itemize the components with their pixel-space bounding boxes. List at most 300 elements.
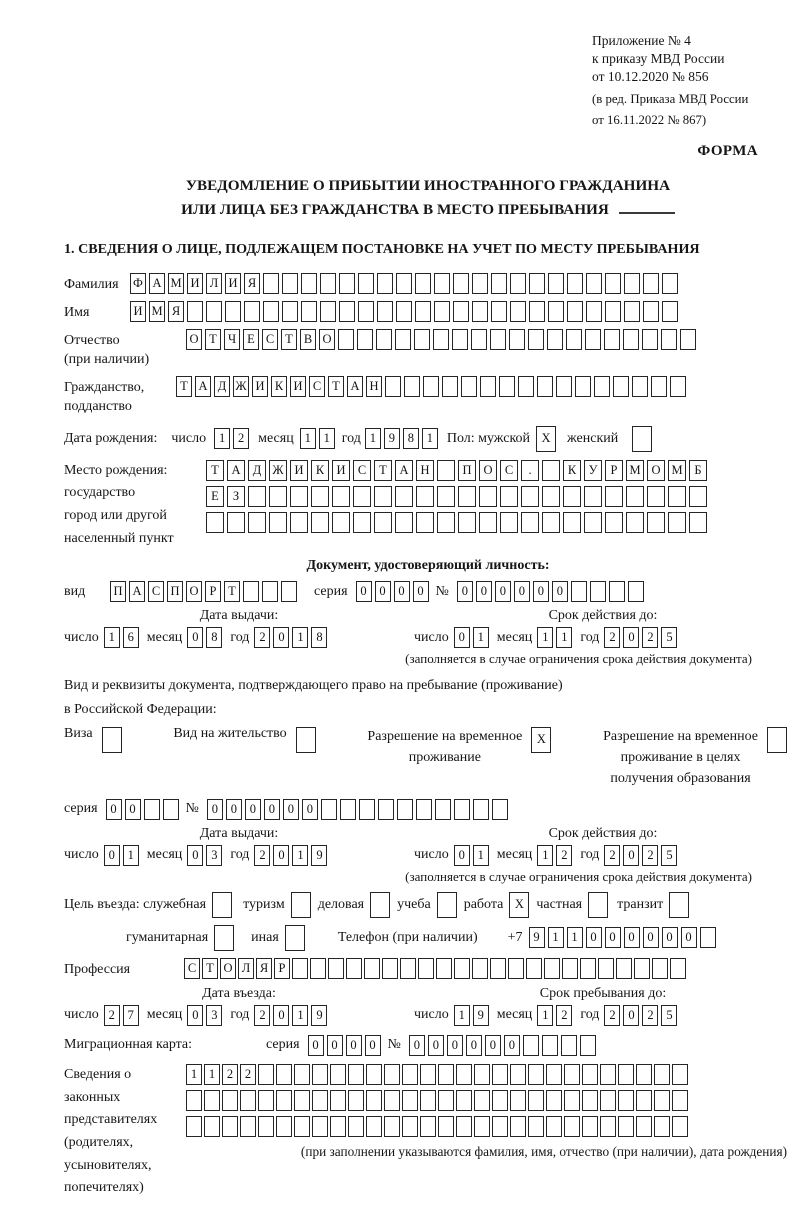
char-box[interactable]: 1 [123, 845, 139, 866]
char-box[interactable] [490, 329, 506, 350]
char-box[interactable] [605, 512, 623, 533]
char-box[interactable]: А [149, 273, 165, 294]
char-box[interactable]: 2 [642, 1005, 658, 1026]
char-box[interactable] [292, 958, 308, 979]
char-box[interactable]: 2 [254, 627, 270, 648]
char-box[interactable]: 0 [623, 1005, 639, 1026]
char-box[interactable]: 5 [661, 845, 677, 866]
char-box[interactable] [434, 273, 450, 294]
char-box[interactable]: З [227, 486, 245, 507]
char-box[interactable] [366, 1090, 382, 1111]
char-box[interactable] [562, 958, 578, 979]
char-box[interactable] [402, 1064, 418, 1085]
char-box[interactable] [243, 581, 259, 602]
char-box[interactable] [357, 329, 373, 350]
char-box[interactable]: 0 [533, 581, 549, 602]
char-box[interactable] [377, 273, 393, 294]
char-box[interactable] [474, 1064, 490, 1085]
char-box[interactable]: 2 [254, 1005, 270, 1026]
char-box[interactable]: 1 [292, 627, 308, 648]
char-box[interactable]: И [290, 376, 306, 397]
char-box[interactable] [662, 301, 678, 322]
char-box[interactable] [492, 799, 508, 820]
char-box[interactable] [542, 486, 560, 507]
char-box[interactable]: X [531, 727, 551, 753]
char-box[interactable] [474, 1090, 490, 1111]
char-box[interactable]: 1 [365, 428, 381, 449]
char-box[interactable]: С [184, 958, 200, 979]
char-box[interactable] [546, 1090, 562, 1111]
identity-number-boxes[interactable] [457, 581, 647, 602]
char-box[interactable]: И [187, 273, 203, 294]
identity-issue-year-boxes[interactable] [254, 627, 330, 648]
char-box[interactable]: Ф [130, 273, 146, 294]
temp-residence-edu-checkbox[interactable] [767, 727, 790, 753]
char-box[interactable]: Т [205, 329, 221, 350]
char-box[interactable]: 0 [207, 799, 223, 820]
patronymic-boxes[interactable] [186, 329, 699, 350]
char-box[interactable] [456, 1090, 472, 1111]
char-box[interactable]: 0 [273, 627, 289, 648]
char-box[interactable]: 2 [556, 845, 572, 866]
purpose-humanitarian-checkbox[interactable] [214, 925, 237, 951]
birth-year-boxes[interactable] [365, 428, 441, 449]
char-box[interactable] [563, 512, 581, 533]
char-box[interactable] [636, 1090, 652, 1111]
migration-series-boxes[interactable] [308, 1035, 384, 1056]
char-box[interactable] [370, 892, 390, 918]
char-box[interactable] [415, 273, 431, 294]
char-box[interactable] [348, 1090, 364, 1111]
char-box[interactable] [187, 301, 203, 322]
char-box[interactable]: 2 [642, 627, 658, 648]
char-box[interactable] [479, 512, 497, 533]
char-box[interactable]: С [353, 460, 371, 481]
char-box[interactable] [364, 958, 380, 979]
char-box[interactable] [567, 273, 583, 294]
char-box[interactable] [340, 799, 356, 820]
char-box[interactable] [618, 1090, 634, 1111]
char-box[interactable]: 7 [123, 1005, 139, 1026]
char-box[interactable] [669, 892, 689, 918]
char-box[interactable] [492, 1064, 508, 1085]
representatives-row-3[interactable] [186, 1116, 690, 1137]
char-box[interactable] [321, 799, 337, 820]
char-box[interactable] [415, 301, 431, 322]
char-box[interactable] [575, 376, 591, 397]
char-box[interactable]: К [563, 460, 581, 481]
char-box[interactable] [618, 1116, 634, 1137]
char-box[interactable] [689, 512, 707, 533]
char-box[interactable] [647, 486, 665, 507]
char-box[interactable]: 0 [623, 627, 639, 648]
char-box[interactable]: 9 [529, 927, 545, 948]
char-box[interactable] [248, 486, 266, 507]
char-box[interactable] [269, 486, 287, 507]
char-box[interactable] [240, 1116, 256, 1137]
char-box[interactable] [521, 512, 539, 533]
char-box[interactable]: 0 [409, 1035, 425, 1056]
char-box[interactable] [542, 1035, 558, 1056]
char-box[interactable] [414, 329, 430, 350]
char-box[interactable] [548, 273, 564, 294]
char-box[interactable]: 1 [567, 927, 583, 948]
char-box[interactable] [282, 301, 298, 322]
char-box[interactable] [654, 1064, 670, 1085]
char-box[interactable] [328, 958, 344, 979]
char-box[interactable] [643, 273, 659, 294]
residence-number-boxes[interactable] [207, 799, 511, 820]
char-box[interactable] [382, 958, 398, 979]
char-box[interactable] [600, 1090, 616, 1111]
char-box[interactable] [566, 329, 582, 350]
char-box[interactable] [518, 376, 534, 397]
char-box[interactable] [435, 799, 451, 820]
char-box[interactable]: 0 [514, 581, 530, 602]
char-box[interactable] [269, 512, 287, 533]
char-box[interactable] [689, 486, 707, 507]
char-box[interactable]: . [521, 460, 539, 481]
char-box[interactable] [206, 301, 222, 322]
char-box[interactable]: 1 [104, 627, 120, 648]
char-box[interactable] [358, 301, 374, 322]
char-box[interactable] [590, 581, 606, 602]
char-box[interactable]: О [220, 958, 236, 979]
char-box[interactable] [546, 1116, 562, 1137]
char-box[interactable] [258, 1064, 274, 1085]
char-box[interactable]: 0 [605, 927, 621, 948]
char-box[interactable] [662, 273, 678, 294]
phone-boxes[interactable] [529, 927, 719, 948]
residence-issue-year-boxes[interactable] [254, 845, 330, 866]
char-box[interactable] [586, 273, 602, 294]
char-box[interactable]: 0 [308, 1035, 324, 1056]
purpose-other-checkbox[interactable] [285, 925, 308, 951]
char-box[interactable] [404, 376, 420, 397]
char-box[interactable]: О [479, 460, 497, 481]
char-box[interactable] [248, 512, 266, 533]
char-box[interactable] [212, 892, 232, 918]
representatives-row-1[interactable] [186, 1064, 690, 1085]
char-box[interactable]: К [271, 376, 287, 397]
char-box[interactable]: 0 [495, 581, 511, 602]
identity-issue-day-boxes[interactable] [104, 627, 142, 648]
char-box[interactable] [528, 1090, 544, 1111]
char-box[interactable]: 1 [186, 1064, 202, 1085]
char-box[interactable] [471, 329, 487, 350]
char-box[interactable]: Я [256, 958, 272, 979]
char-box[interactable]: А [227, 460, 245, 481]
identity-valid-month-boxes[interactable] [537, 627, 575, 648]
char-box[interactable]: 1 [537, 1005, 553, 1026]
char-box[interactable] [281, 581, 297, 602]
entry-year-boxes[interactable] [254, 1005, 330, 1026]
char-box[interactable] [384, 1116, 400, 1137]
char-box[interactable]: А [195, 376, 211, 397]
temp-residence-checkbox[interactable] [531, 727, 554, 753]
char-box[interactable] [312, 1064, 328, 1085]
char-box[interactable] [548, 301, 564, 322]
char-box[interactable]: 1 [292, 1005, 308, 1026]
char-box[interactable] [561, 1035, 577, 1056]
char-box[interactable]: П [167, 581, 183, 602]
char-box[interactable] [598, 958, 614, 979]
char-box[interactable] [453, 273, 469, 294]
char-box[interactable] [670, 376, 686, 397]
char-box[interactable]: 0 [454, 627, 470, 648]
char-box[interactable]: Ч [224, 329, 240, 350]
char-box[interactable]: 0 [681, 927, 697, 948]
char-box[interactable] [624, 301, 640, 322]
residence-valid-day-boxes[interactable] [454, 845, 492, 866]
char-box[interactable] [632, 376, 648, 397]
char-box[interactable]: 0 [428, 1035, 444, 1056]
char-box[interactable]: 0 [485, 1035, 501, 1056]
char-box[interactable] [564, 1090, 580, 1111]
char-box[interactable] [377, 301, 393, 322]
char-box[interactable]: Р [605, 460, 623, 481]
char-box[interactable] [206, 512, 224, 533]
char-box[interactable]: 0 [623, 845, 639, 866]
char-box[interactable] [456, 1064, 472, 1085]
char-box[interactable] [436, 958, 452, 979]
purpose-official-checkbox[interactable] [212, 892, 235, 918]
char-box[interactable]: 9 [473, 1005, 489, 1026]
char-box[interactable] [668, 486, 686, 507]
char-box[interactable] [588, 892, 608, 918]
char-box[interactable]: 0 [327, 1035, 343, 1056]
char-box[interactable] [402, 1116, 418, 1137]
char-box[interactable]: Я [244, 273, 260, 294]
char-box[interactable] [604, 329, 620, 350]
char-box[interactable]: 8 [311, 627, 327, 648]
char-box[interactable]: 1 [300, 428, 316, 449]
char-box[interactable] [434, 301, 450, 322]
char-box[interactable]: С [262, 329, 278, 350]
char-box[interactable] [416, 799, 432, 820]
char-box[interactable] [423, 376, 439, 397]
char-box[interactable] [582, 1116, 598, 1137]
purpose-tourism-checkbox[interactable] [291, 892, 314, 918]
char-box[interactable] [437, 892, 457, 918]
birth-day-boxes[interactable] [214, 428, 252, 449]
char-box[interactable] [529, 273, 545, 294]
char-box[interactable]: Т [374, 460, 392, 481]
char-box[interactable] [310, 958, 326, 979]
char-box[interactable]: 0 [187, 845, 203, 866]
char-box[interactable] [542, 460, 560, 481]
char-box[interactable]: П [458, 460, 476, 481]
char-box[interactable] [144, 799, 160, 820]
char-box[interactable]: 5 [661, 1005, 677, 1026]
char-box[interactable] [528, 1064, 544, 1085]
char-box[interactable]: М [668, 460, 686, 481]
char-box[interactable]: 0 [466, 1035, 482, 1056]
char-box[interactable] [458, 486, 476, 507]
char-box[interactable] [320, 301, 336, 322]
char-box[interactable]: 0 [454, 845, 470, 866]
char-box[interactable] [510, 1064, 526, 1085]
char-box[interactable]: В [300, 329, 316, 350]
char-box[interactable]: Т [281, 329, 297, 350]
char-box[interactable]: О [319, 329, 335, 350]
char-box[interactable] [258, 1116, 274, 1137]
char-box[interactable] [528, 329, 544, 350]
char-box[interactable] [225, 301, 241, 322]
char-box[interactable] [492, 1116, 508, 1137]
char-box[interactable]: Л [238, 958, 254, 979]
residence-issue-day-boxes[interactable] [104, 845, 142, 866]
char-box[interactable] [385, 376, 401, 397]
char-box[interactable] [474, 1116, 490, 1137]
char-box[interactable]: Д [248, 460, 266, 481]
char-box[interactable] [605, 273, 621, 294]
char-box[interactable] [605, 486, 623, 507]
char-box[interactable] [628, 581, 644, 602]
char-box[interactable] [454, 799, 470, 820]
char-box[interactable]: 0 [365, 1035, 381, 1056]
char-box[interactable]: 0 [394, 581, 410, 602]
char-box[interactable] [376, 329, 392, 350]
char-box[interactable]: 9 [311, 1005, 327, 1026]
char-box[interactable]: Л [206, 273, 222, 294]
char-box[interactable]: Т [202, 958, 218, 979]
char-box[interactable]: 0 [413, 581, 429, 602]
char-box[interactable] [353, 512, 371, 533]
char-box[interactable]: Т [206, 460, 224, 481]
char-box[interactable] [510, 1090, 526, 1111]
char-box[interactable] [452, 329, 468, 350]
char-box[interactable] [301, 301, 317, 322]
char-box[interactable] [544, 958, 560, 979]
char-box[interactable]: X [509, 892, 529, 918]
char-box[interactable] [396, 273, 412, 294]
char-box[interactable] [384, 1064, 400, 1085]
char-box[interactable]: Е [206, 486, 224, 507]
char-box[interactable]: 0 [586, 927, 602, 948]
char-box[interactable]: Б [689, 460, 707, 481]
char-box[interactable]: 1 [214, 428, 230, 449]
char-box[interactable]: П [110, 581, 126, 602]
char-box[interactable] [330, 1064, 346, 1085]
char-box[interactable]: Р [205, 581, 221, 602]
char-box[interactable]: Д [214, 376, 230, 397]
char-box[interactable] [618, 1064, 634, 1085]
char-box[interactable] [437, 460, 455, 481]
char-box[interactable]: 2 [604, 845, 620, 866]
residence-series-boxes[interactable] [106, 799, 182, 820]
char-box[interactable]: 2 [240, 1064, 256, 1085]
char-box[interactable] [600, 1116, 616, 1137]
char-box[interactable] [374, 512, 392, 533]
char-box[interactable] [643, 301, 659, 322]
char-box[interactable] [500, 486, 518, 507]
char-box[interactable]: Т [224, 581, 240, 602]
representatives-row-2[interactable] [186, 1090, 690, 1111]
char-box[interactable] [395, 329, 411, 350]
sex-male-checkbox[interactable] [536, 426, 559, 452]
char-box[interactable]: X [536, 426, 556, 452]
identity-valid-year-boxes[interactable] [604, 627, 680, 648]
char-box[interactable]: 2 [604, 627, 620, 648]
char-box[interactable]: 2 [642, 845, 658, 866]
char-box[interactable]: 0 [447, 1035, 463, 1056]
char-box[interactable] [366, 1064, 382, 1085]
char-box[interactable] [594, 376, 610, 397]
residence-valid-month-boxes[interactable] [537, 845, 575, 866]
char-box[interactable] [348, 1116, 364, 1137]
char-box[interactable]: 0 [504, 1035, 520, 1056]
purpose-work-checkbox[interactable] [509, 892, 532, 918]
char-box[interactable]: Н [366, 376, 382, 397]
char-box[interactable] [244, 301, 260, 322]
char-box[interactable]: М [626, 460, 644, 481]
purpose-study-checkbox[interactable] [437, 892, 460, 918]
char-box[interactable]: И [130, 301, 146, 322]
char-box[interactable] [626, 512, 644, 533]
char-box[interactable]: 8 [206, 627, 222, 648]
char-box[interactable] [528, 1116, 544, 1137]
char-box[interactable]: 1 [422, 428, 438, 449]
char-box[interactable] [348, 1064, 364, 1085]
char-box[interactable]: И [252, 376, 268, 397]
char-box[interactable]: 5 [661, 627, 677, 648]
char-box[interactable] [294, 1064, 310, 1085]
char-box[interactable]: 0 [104, 845, 120, 866]
char-box[interactable] [491, 301, 507, 322]
char-box[interactable]: М [168, 273, 184, 294]
char-box[interactable] [222, 1116, 238, 1137]
char-box[interactable] [546, 1064, 562, 1085]
char-box[interactable] [282, 273, 298, 294]
char-box[interactable] [537, 376, 553, 397]
char-box[interactable] [564, 1116, 580, 1137]
migration-number-boxes[interactable] [409, 1035, 599, 1056]
char-box[interactable] [276, 1116, 292, 1137]
char-box[interactable] [418, 958, 434, 979]
char-box[interactable]: 3 [206, 845, 222, 866]
char-box[interactable]: 0 [457, 581, 473, 602]
char-box[interactable] [654, 1116, 670, 1137]
char-box[interactable] [571, 581, 587, 602]
char-box[interactable]: 0 [356, 581, 372, 602]
char-box[interactable] [584, 486, 602, 507]
char-box[interactable] [636, 1116, 652, 1137]
char-box[interactable]: А [347, 376, 363, 397]
char-box[interactable] [647, 512, 665, 533]
char-box[interactable] [374, 486, 392, 507]
char-box[interactable] [301, 273, 317, 294]
char-box[interactable]: У [584, 460, 602, 481]
char-box[interactable] [330, 1090, 346, 1111]
char-box[interactable] [556, 376, 572, 397]
char-box[interactable]: И [225, 273, 241, 294]
char-box[interactable]: 1 [319, 428, 335, 449]
char-box[interactable] [529, 301, 545, 322]
char-box[interactable] [623, 329, 639, 350]
char-box[interactable] [634, 958, 650, 979]
char-box[interactable]: О [186, 329, 202, 350]
char-box[interactable] [521, 486, 539, 507]
char-box[interactable] [510, 1116, 526, 1137]
char-box[interactable]: Е [243, 329, 259, 350]
char-box[interactable]: 9 [384, 428, 400, 449]
char-box[interactable]: И [290, 460, 308, 481]
char-box[interactable]: 2 [254, 845, 270, 866]
char-box[interactable] [624, 273, 640, 294]
char-box[interactable] [564, 1064, 580, 1085]
char-box[interactable] [416, 486, 434, 507]
